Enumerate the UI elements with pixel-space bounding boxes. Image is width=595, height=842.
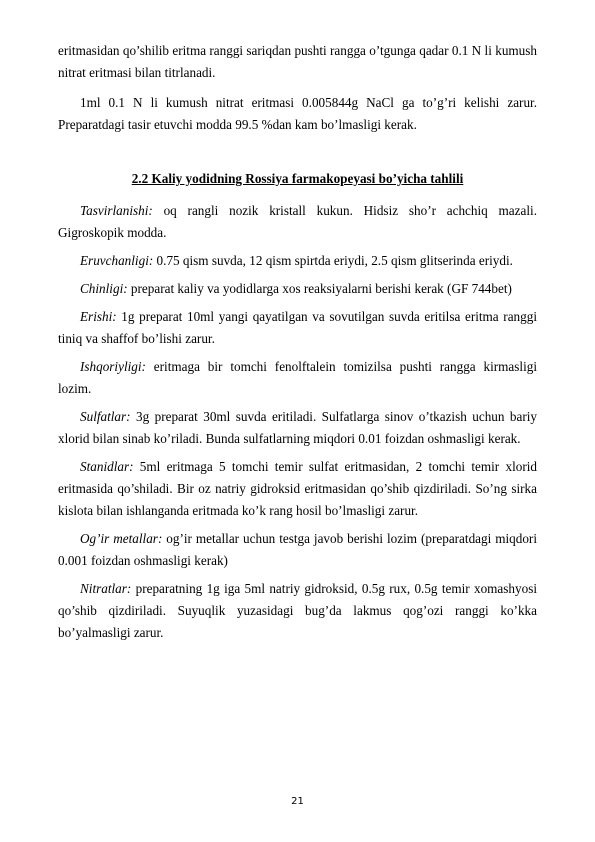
paragraph-dissolution xyxy=(58,306,537,350)
paragraph-nitrates xyxy=(58,578,537,644)
term-text: preparat kaliy va yodidlarga xos reaksiyalarni berishi kerak (GF 744bet) xyxy=(127,281,512,296)
term-text: og’ir metallar uchun testga javob berishi lozim (preparatdagi miqdori 0.001 foizdan oshmasligi kerak) xyxy=(58,531,537,568)
term-text: oq rangli nozik kristall kukun. Hidsiz sho’r achchiq mazali. Gigroskopik modda. xyxy=(58,203,537,240)
intro-paragraph-2: 1ml 0.1 N li kumush nitrat eritmasi 0.005844g NaCl ga to’g’ri kelishi zarur. Preparatdagi tasir etuvchi modda 99.5 %dan kam bo’lmasligi kerak. xyxy=(58,95,537,132)
intro-paragraph-1: eritmasidan qo’shilib eritma ranggi sariqdan pushti rangga o’tgunga qadar 0.1 N li kumush nitrat eritmasi bilan titrlanadi. xyxy=(58,43,537,80)
term-text: 0.75 qism suvda, 12 qism spirtda eriydi, 2.5 qism glitserinda eriydi. xyxy=(153,253,513,268)
term-text: 3g preparat 30ml suvda eritiladi. Sulfatlarga sinov o’tkazish uchun bariy xlorid bilan sinab ko’riladi. Bunda sulfatlarning miqdori 0.01 foizdan oshmasligi kerak. xyxy=(58,409,537,446)
term-text: preparatning 1g iga 5ml natriy gidroksid, 0.5g rux, 0.5g temir xomashyosi qo’shib qizdiriladi. Suyuqlik yuzasidagi bug’da lakmus qog’ozi ranggi ko’kka bo’yalmasligi zarur. xyxy=(58,581,537,640)
term-label: Sulfatlar: xyxy=(80,409,131,424)
term-label: Stanidlar: xyxy=(80,459,134,474)
paragraph-heavy-metals xyxy=(58,528,537,572)
term-label: Erishi: xyxy=(80,309,117,324)
term-label: Eruvchanligi: xyxy=(80,253,154,268)
section-title: 2.2 Kaliy yodidning Rossiya farmakopeyasi bo’yicha tahlili xyxy=(131,171,464,186)
paragraph-identity xyxy=(58,278,537,300)
paragraph-stannides xyxy=(58,456,537,522)
term-label: Ishqoriyligi: xyxy=(80,359,146,374)
term-label: Chinligi: xyxy=(80,281,128,296)
paragraph-solubility xyxy=(58,250,537,272)
paragraph-alkalinity xyxy=(58,356,537,400)
term-label: Og’ir metallar: xyxy=(80,531,163,546)
paragraph-sulfates xyxy=(58,406,537,450)
term-text: 5ml eritmaga 5 tomchi temir sulfat eritmasidan, 2 tomchi temir xlorid eritmasida qo’shiladi. Bir oz natriy gidroksid eritmasidan qo’shib qizdiriladi. So’ng sirka kislota bilan ishlanganda eritmada ko’k rang hosil bo’lmasligi zarur. xyxy=(58,459,537,518)
term-text: eritmaga bir tomchi fenolftalein tomizilsa pushti rangga kirmasligi lozim. xyxy=(58,359,537,396)
term-text: 1g preparat 10ml yangi qayatilgan va sovutilgan suvda eritilsa eritma ranggi tiniq va shaffof bo’lishi zarur. xyxy=(58,309,537,346)
term-label: Nitratlar: xyxy=(80,581,132,596)
page-number: 21 xyxy=(291,796,304,807)
paragraph-appearance xyxy=(58,200,537,244)
document-page xyxy=(58,40,537,644)
term-label: Tasvirlanishi: xyxy=(80,203,153,218)
